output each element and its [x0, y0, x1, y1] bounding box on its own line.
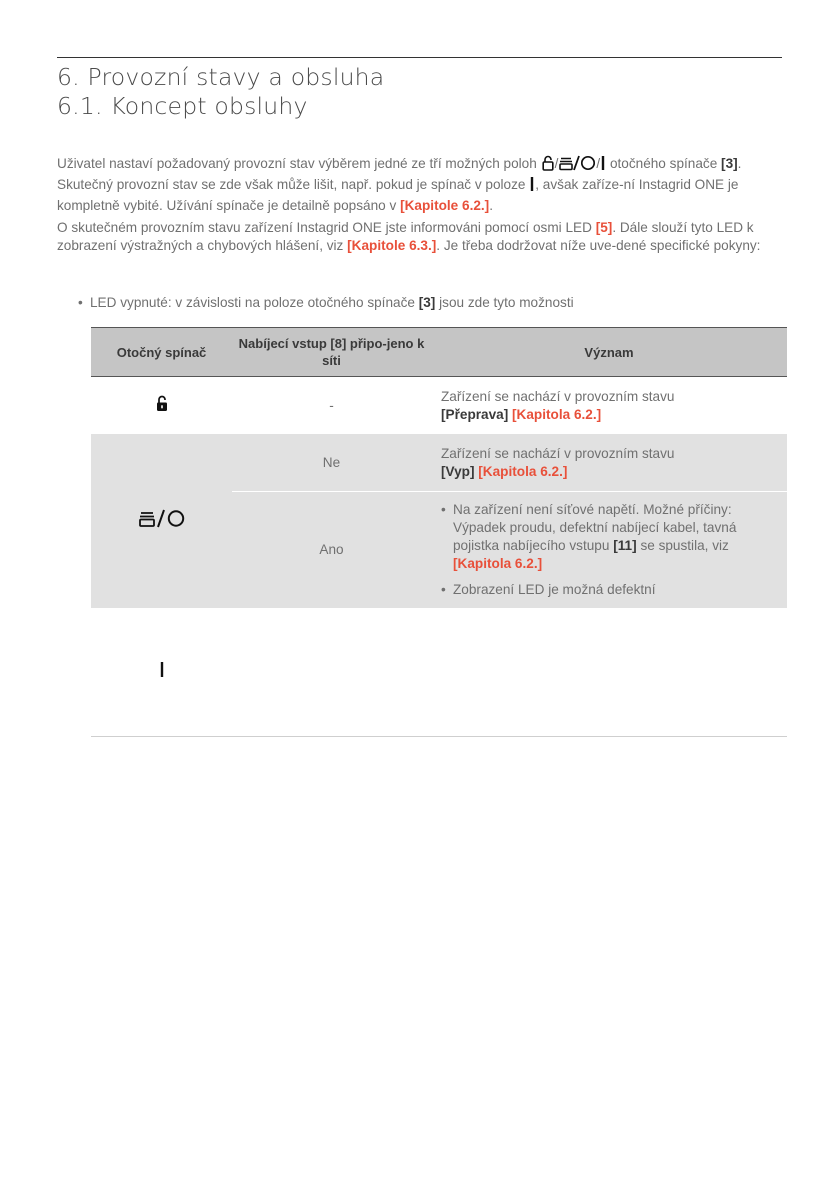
power-on-icon [159, 666, 165, 681]
led-ref: [5] [595, 220, 613, 235]
switch-ref: [3] [721, 156, 738, 171]
bullet-switch-ref: [3] [418, 295, 436, 310]
led-paragraph: O skutečném provozním stavu zařízení Instagrid ONE jste informováni pomocí osmi LED [5]. Dále slouží tyto LED k zobrazení výstražných a chybových hlášení, viz [Kapitole 6.3.]. Je třeba dodržovat níže uve-dené specifické pokyny: [57, 220, 761, 253]
table-row [91, 377, 787, 435]
power-on-icon [600, 155, 606, 176]
link-kapitola-6-2[interactable]: [Kapitola 6.2.] [478, 463, 568, 479]
charging-cell: - [232, 377, 431, 435]
list-item: • Na zařízení není síťové napětí. Možné příčiny: Výpadek proudu, defektní nabíjecí kabel, tavná pojistka nabíjecího vstupu [11] se spustila, viz [Kapitola 6.2.] [441, 501, 773, 573]
charging-cell [232, 608, 431, 737]
battery-off-icon [138, 516, 186, 531]
switch-cell [91, 377, 232, 435]
switch-cell [91, 434, 232, 608]
header-charging-input: Nabíjecí vstup [8] připo-jeno k síti [232, 328, 431, 377]
table-header-row [91, 328, 787, 377]
charging-cell: Ano [232, 492, 431, 609]
list-item: • Zobrazení LED je možná defektní [441, 581, 773, 599]
switch-cell [91, 608, 232, 737]
header-switch: Otočný spínač [91, 328, 232, 377]
lock-open-icon [541, 155, 555, 176]
header-meaning: Význam [431, 328, 787, 377]
meaning-cell: Zařízení se nachází v provozním stavu [Vyp] [Kapitola 6.2.] [431, 434, 787, 492]
charging-cell: Ne [232, 434, 431, 492]
link-kapitole-6-3[interactable]: [Kapitole 6.3.] [347, 238, 437, 253]
battery-off-icon [558, 155, 596, 176]
section-title: 6. Provozní stavy a obsluha [57, 63, 385, 91]
lock-open-icon [155, 400, 169, 415]
top-rule [57, 57, 782, 58]
table-row [91, 434, 787, 492]
operating-states-table [91, 327, 787, 737]
intro-paragraph: Uživatel nastaví požadovaný provozní stav výběrem jedné ze tří možných poloh / / otočného spínače [3]. Skutečný provozní stav se zde však může lišit, např. pokud je spínač v poloze , avšak zaříze-ní Instagrid ONE je kompletně vybité. Užívání spínače je detailně popsáno v [Kapitole 6.2.]. [57, 156, 742, 213]
led-off-bullet: • LED vypnuté: v závislosti na poloze otočného spínače [3] jsou zde tyto možnosti [78, 295, 574, 310]
link-kapitola-6-2[interactable]: [Kapitola 6.2.] [453, 556, 543, 571]
causes-list [441, 501, 773, 599]
link-kapitola-6-2[interactable]: [Kapitola 6.2.] [512, 406, 602, 422]
table-row [91, 608, 787, 737]
meaning-cell: Zařízení se nachází v provozním stavu [Přeprava] [Kapitola 6.2.] [431, 377, 787, 435]
meaning-cell [431, 608, 787, 737]
meaning-cell [431, 492, 787, 609]
subsection-title: 6.1. Koncept obsluhy [57, 92, 308, 120]
link-kapitole-6-2[interactable]: [Kapitole 6.2.] [400, 198, 490, 213]
